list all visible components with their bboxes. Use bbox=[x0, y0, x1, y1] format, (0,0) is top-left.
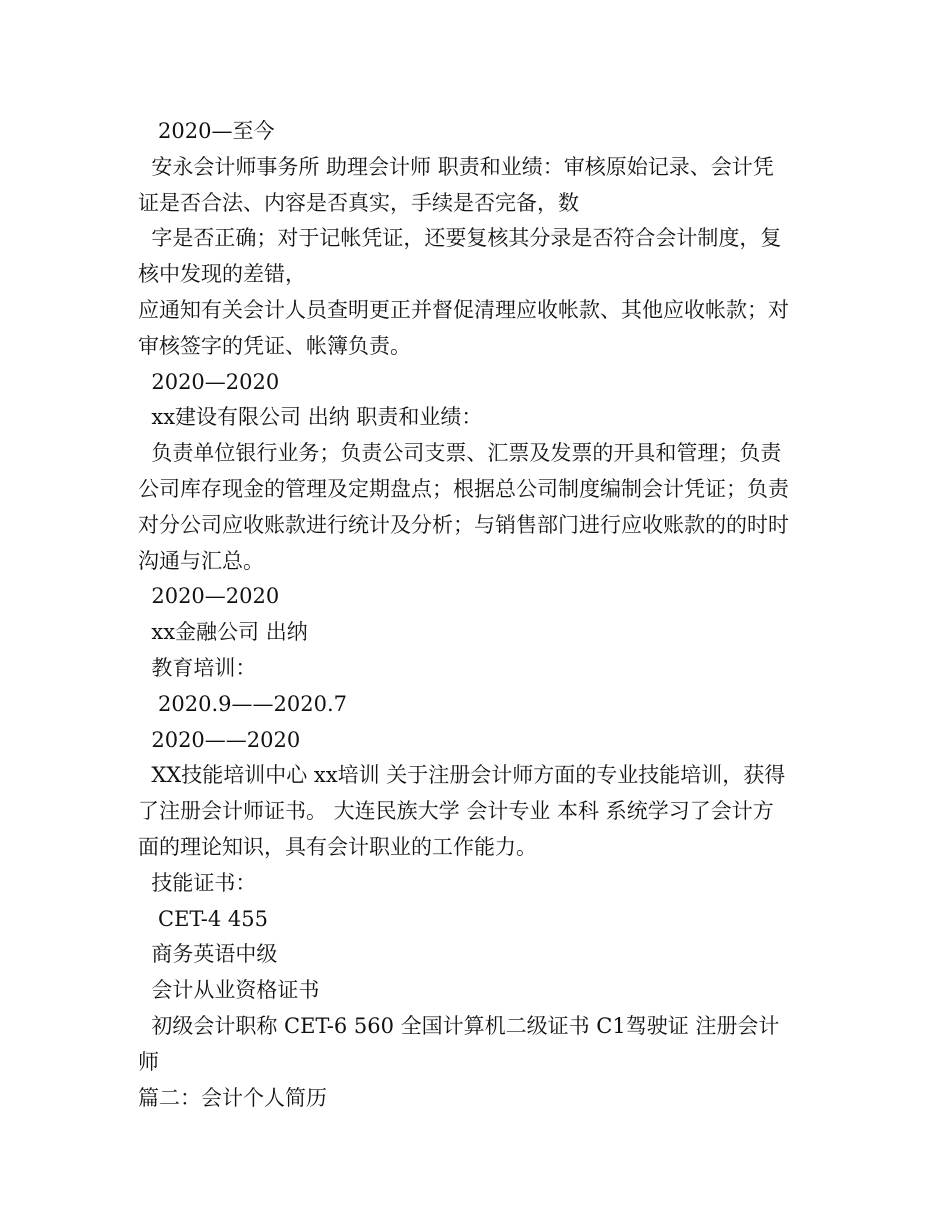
text-line: 2020——2020 bbox=[138, 727, 301, 752]
text-line: XX技能培训中心 xx培训 关于注册会计师方面的专业技能培训，获得 bbox=[138, 763, 786, 788]
text-line: 技能证书： bbox=[138, 870, 257, 895]
text-line: 公司库存现金的管理及定期盘点；根据总公司制度编制会计凭证；负责 bbox=[138, 476, 789, 501]
text-line: CET-4 455 bbox=[138, 906, 268, 931]
text-line: 负责单位银行业务；负责公司支票、汇票及发票的开具和管理；负责 bbox=[138, 441, 782, 466]
text-line: 2020—2020 bbox=[138, 584, 280, 609]
text-line: 应通知有关会计人员查明更正并督促清理应收帐款、其他应收帐款；对 bbox=[138, 297, 789, 322]
text-line: 面的理论知识，具有会计职业的工作能力。 bbox=[138, 834, 537, 859]
text-line: 2020.9——2020.7 bbox=[138, 691, 347, 716]
text-line: xx建设有限公司 出纳 职责和业绩： bbox=[138, 405, 483, 430]
document-body bbox=[138, 114, 814, 1116]
text-line: 篇二：会计个人简历 bbox=[138, 1085, 327, 1110]
text-line: 教育培训： bbox=[138, 655, 257, 680]
text-line: 核中发现的差错， bbox=[138, 262, 306, 287]
text-line: 商务英语中级 bbox=[138, 942, 278, 967]
text-line: 会计从业资格证书 bbox=[138, 978, 320, 1003]
text-line: 安永会计师事务所 助理会计师 职责和业绩：审核原始记录、会计凭 bbox=[138, 154, 774, 179]
text-line: 沟通与汇总。 bbox=[138, 548, 264, 573]
text-line: 2020—至今 bbox=[138, 119, 275, 143]
text-line: xx金融公司 出纳 bbox=[138, 620, 308, 645]
text-line: 字是否正确；对于记帐凭证，还要复核其分录是否符合会计制度，复 bbox=[138, 226, 782, 251]
text-line: 了注册会计师证书。 大连民族大学 会计专业 本科 系统学习了会计方 bbox=[138, 799, 774, 824]
text-line: 证是否合法、内容是否真实，手续是否完备，数 bbox=[138, 190, 579, 215]
text-line: 初级会计职称 CET-6 560 全国计算机二级证书 C1驾驶证 注册会计 bbox=[138, 1013, 780, 1038]
text-line: 2020—2020 bbox=[138, 369, 280, 394]
text-line: 审核签字的凭证、帐簿负责。 bbox=[138, 333, 411, 358]
text-line: 师 bbox=[138, 1049, 159, 1074]
text-line: 对分公司应收账款进行统计及分析；与销售部门进行应收账款的的时时 bbox=[138, 512, 789, 537]
